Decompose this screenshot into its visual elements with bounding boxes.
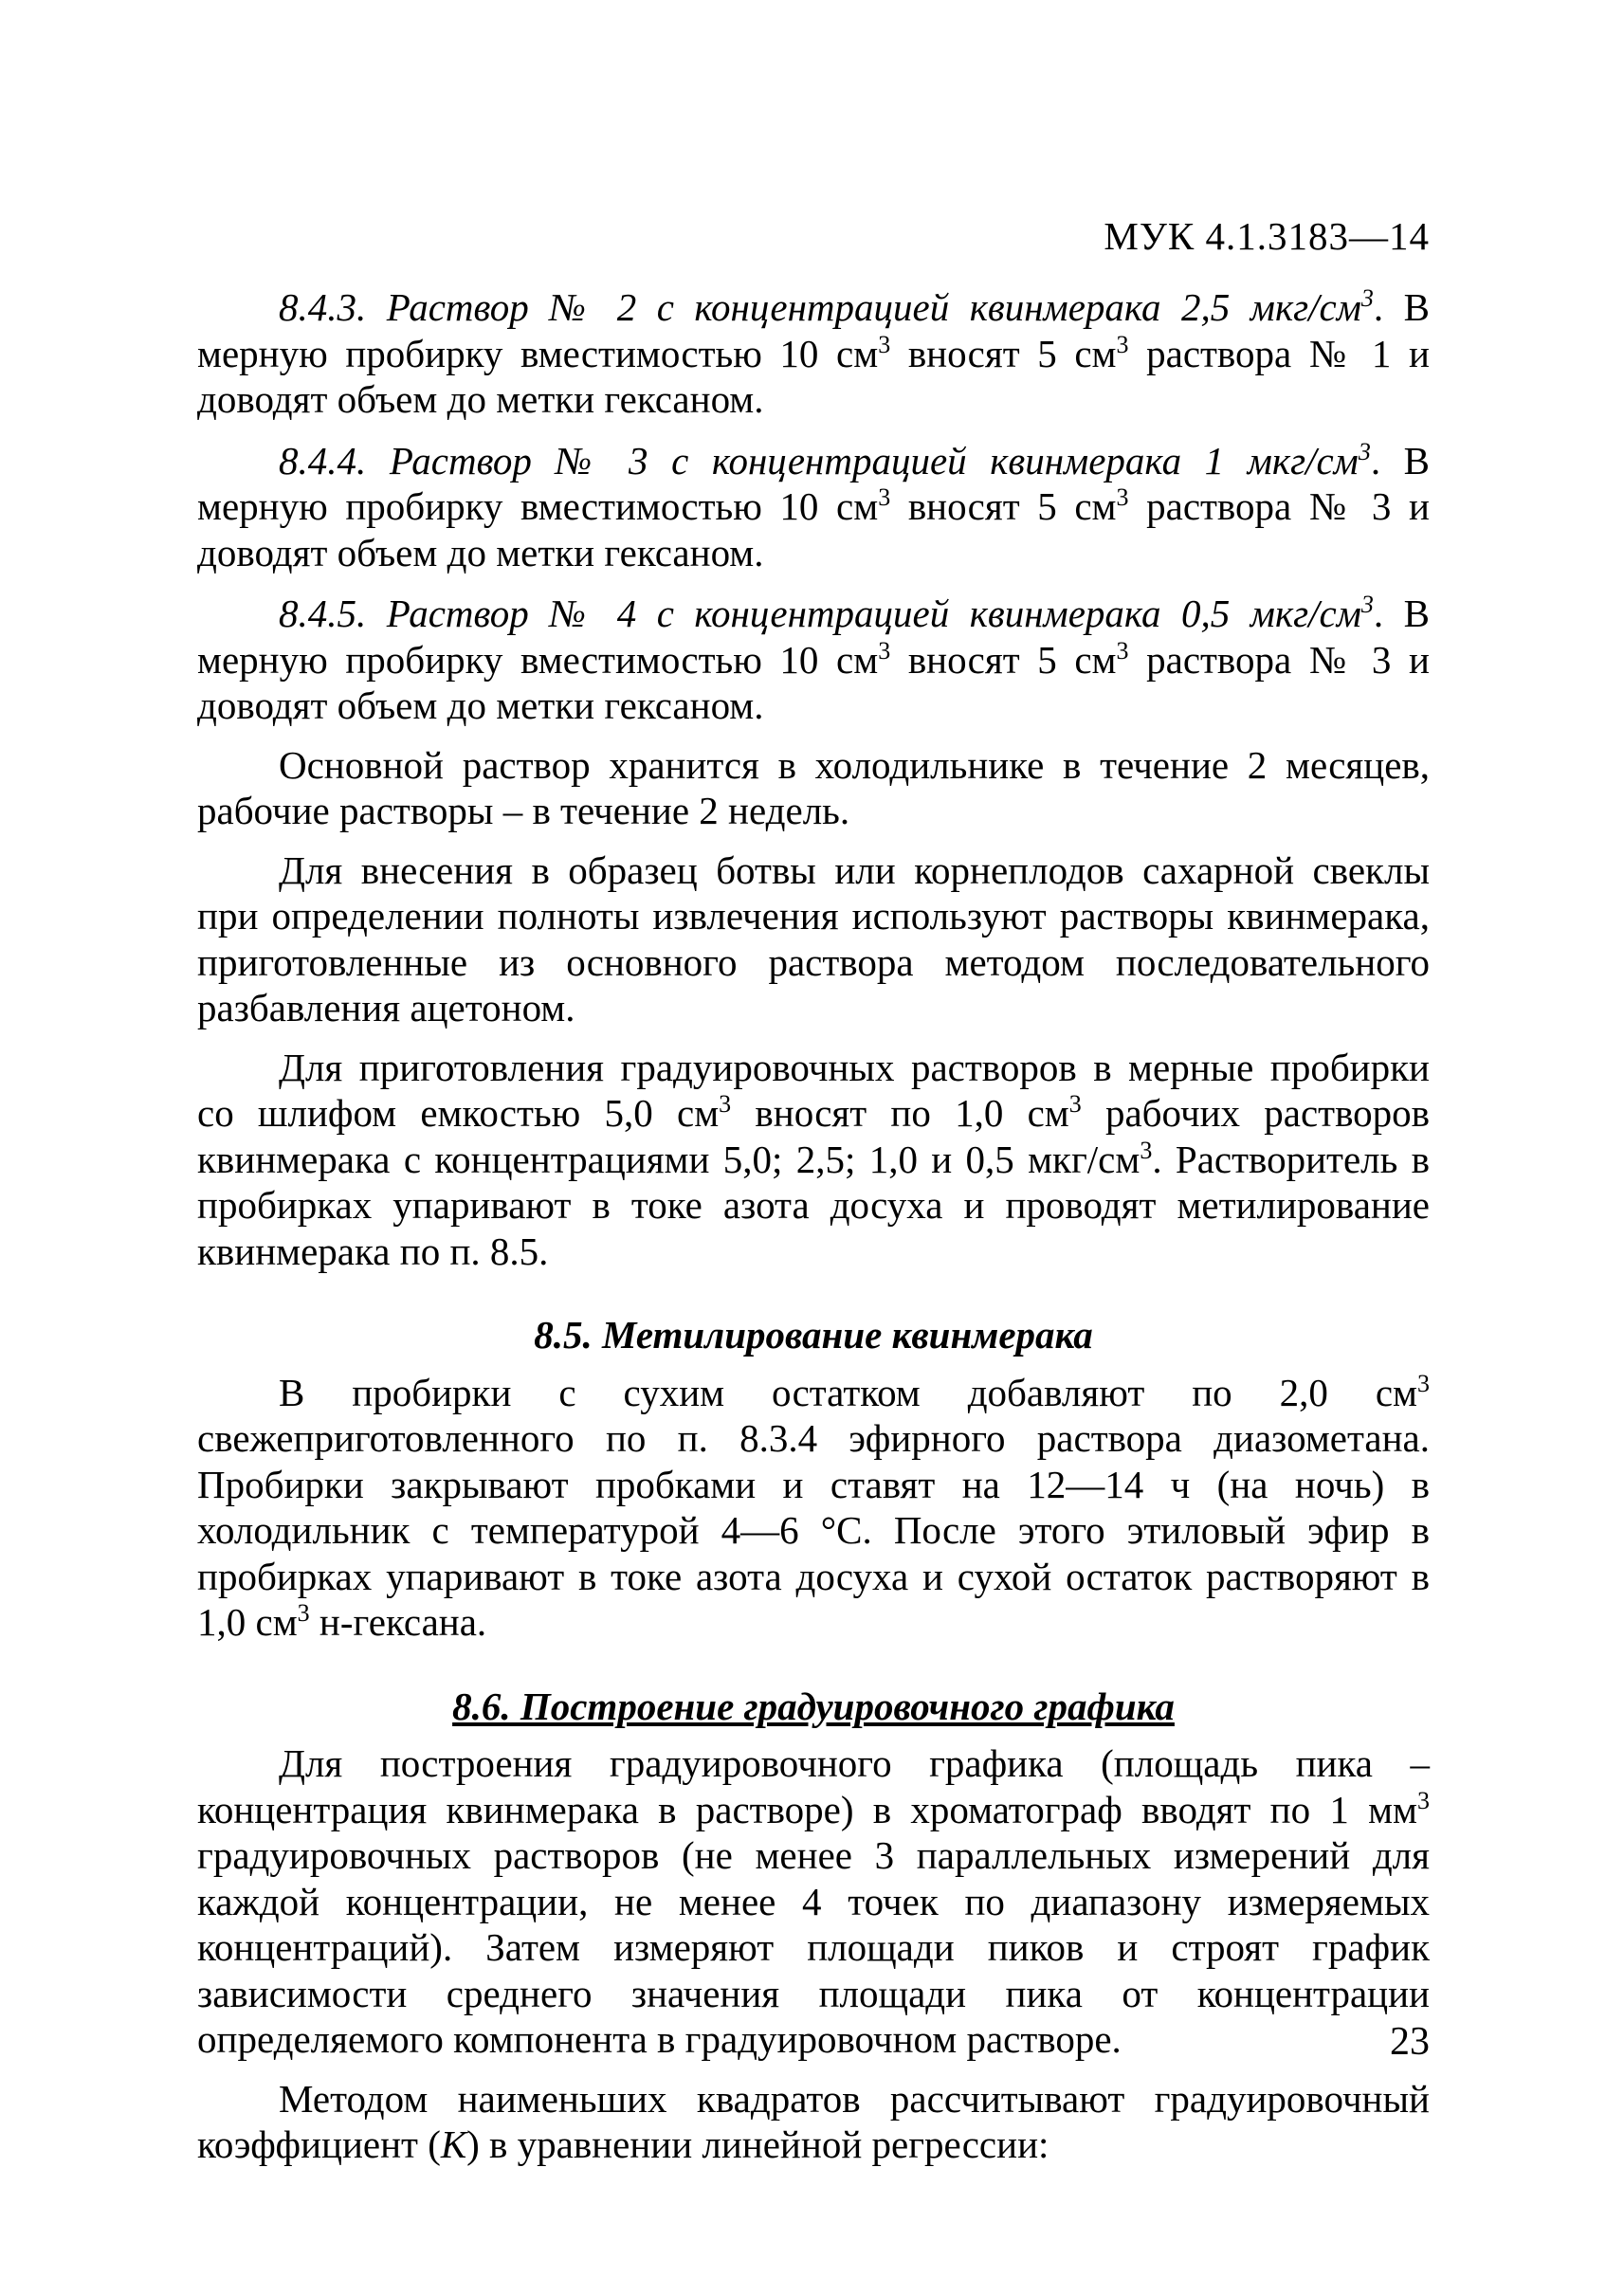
storage-paragraph: Основной раствор хранится в холодильнике в течение 2 месяцев, рабочие растворы – в течение 2 недель. [197, 742, 1430, 832]
superscript: 3 [1116, 636, 1129, 665]
text-fragment: вносят 5 см [890, 331, 1117, 375]
text-fragment: раствора № 1 и доводят объем до метки гексаном. [197, 331, 1430, 421]
text-fragment: Для приготовления градуировочных растворов в мерные пробирки со шлифом емкостью 5,0 см [197, 1045, 1430, 1135]
coefficient-symbol: К [440, 2122, 467, 2166]
text-fragment: рабочих растворов квинмерака с концентрациями 5,0; 2,5; 1,0 и 0,5 мкг/см [197, 1091, 1431, 1181]
text-fragment: вносят 5 см [890, 484, 1117, 528]
superscript: 3 [1068, 1090, 1082, 1118]
text-fragment: Методом наименьших квадратов рассчитывают градуировочный коэффициент ( [197, 2076, 1430, 2166]
item-lead: 8.4.5. Раствор № 4 с концентрацией квинмерака 0,5 мкг/см [279, 592, 1361, 635]
paragraph-8-4-3 [197, 284, 1430, 423]
paragraph-8-4-5 [197, 591, 1430, 729]
page-body [197, 284, 1430, 2168]
text-fragment: . Растворитель в пробирках упаривают в токе азота досуха и проводят метилирование квинмерака по п. 8.5. [197, 1137, 1430, 1273]
paragraph-8-4-4 [197, 438, 1430, 576]
text-fragment: раствора № 3 и доводят объем до метки гексаном. [197, 484, 1430, 574]
superscript: 3 [1358, 437, 1371, 465]
text-fragment: свежеприготовленного по п. 8.3.4 эфирного раствора диазометана. Пробирки закрывают пробками и ставят на 12—14 ч (на ночь) в холодильник с температурой 4—6 °С. После этого этиловый эфир в пробирках упаривают в токе азота досуха и сухой остаток растворяют в 1,0 см [197, 1416, 1430, 1644]
text-fragment: вносят по 1,0 см [731, 1091, 1069, 1135]
text-fragment: . В мерную пробирку вместимостью 10 см [197, 592, 1431, 682]
superscript: 3 [1360, 591, 1374, 618]
superscript: 3 [1417, 1786, 1430, 1814]
text-fragment: н-гексана. [309, 1600, 487, 1644]
spike-paragraph: Для внесения в образец ботвы или корнеплодов сахарной свеклы при определении полноты извлечения используют растворы квинмерака, приготовленные из основного раствора методом последовательного разбавления ацетоном. [197, 847, 1430, 1029]
superscript: 3 [1116, 330, 1129, 358]
text-fragment: В пробирки с сухим остатком добавляют по 2,0 см [279, 1370, 1417, 1414]
text-fragment: . В мерную пробирку вместимостью 10 см [197, 438, 1430, 528]
calibration-graph-paragraph [197, 1740, 1430, 2063]
item-lead: 8.4.4. Раствор № 3 с концентрацией квинмерака 1 мкг/см [279, 438, 1359, 483]
least-squares-paragraph [197, 2076, 1430, 2168]
methylation-paragraph [197, 1370, 1430, 1646]
superscript: 3 [878, 483, 891, 511]
text-fragment: раствора № 3 и доводят объем до метки гексаном. [197, 637, 1430, 727]
calibration-prep-paragraph [197, 1045, 1430, 1275]
superscript: 3 [878, 330, 891, 358]
text-fragment: . В мерную пробирку вместимостью 10 см [197, 285, 1431, 375]
text-fragment: ) в уравнении линейной регрессии: [466, 2122, 1049, 2166]
superscript: 3 [1140, 1136, 1153, 1164]
superscript: 3 [878, 636, 891, 665]
superscript: 3 [1417, 1369, 1430, 1397]
superscript: 3 [297, 1599, 310, 1627]
superscript: 3 [719, 1090, 732, 1118]
superscript: 3 [1116, 483, 1129, 511]
document-code-header: МУК 4.1.3183—14 [1104, 214, 1430, 258]
page-number: 23 [1390, 2020, 1430, 2064]
section-heading-8-5: 8.5. Метилирование квинмерака [534, 1313, 1093, 1357]
section-heading-8-6: 8.6. Построение градуировочного графика [452, 1684, 1175, 1728]
item-lead: 8.4.3. Раствор № 2 с концентрацией квинмерака 2,5 мкг/см [279, 285, 1361, 329]
superscript: 3 [1360, 284, 1374, 312]
text-fragment: Для построения градуировочного графика (площадь пика – концентрация квинмерака в растворе) в хроматограф вводят по 1 мм [197, 1741, 1430, 1831]
text-fragment: градуировочных растворов (не менее 3 параллельных измерений для каждой концентрации, не менее 4 точек по диапазону измеряемых концентраций). Затем измеряют площади пиков и строят график зависимости среднего значения площади пика от концентрации определяемого компонента в градуировочном растворе. [197, 1833, 1430, 2061]
text-fragment: вносят 5 см [890, 637, 1117, 682]
